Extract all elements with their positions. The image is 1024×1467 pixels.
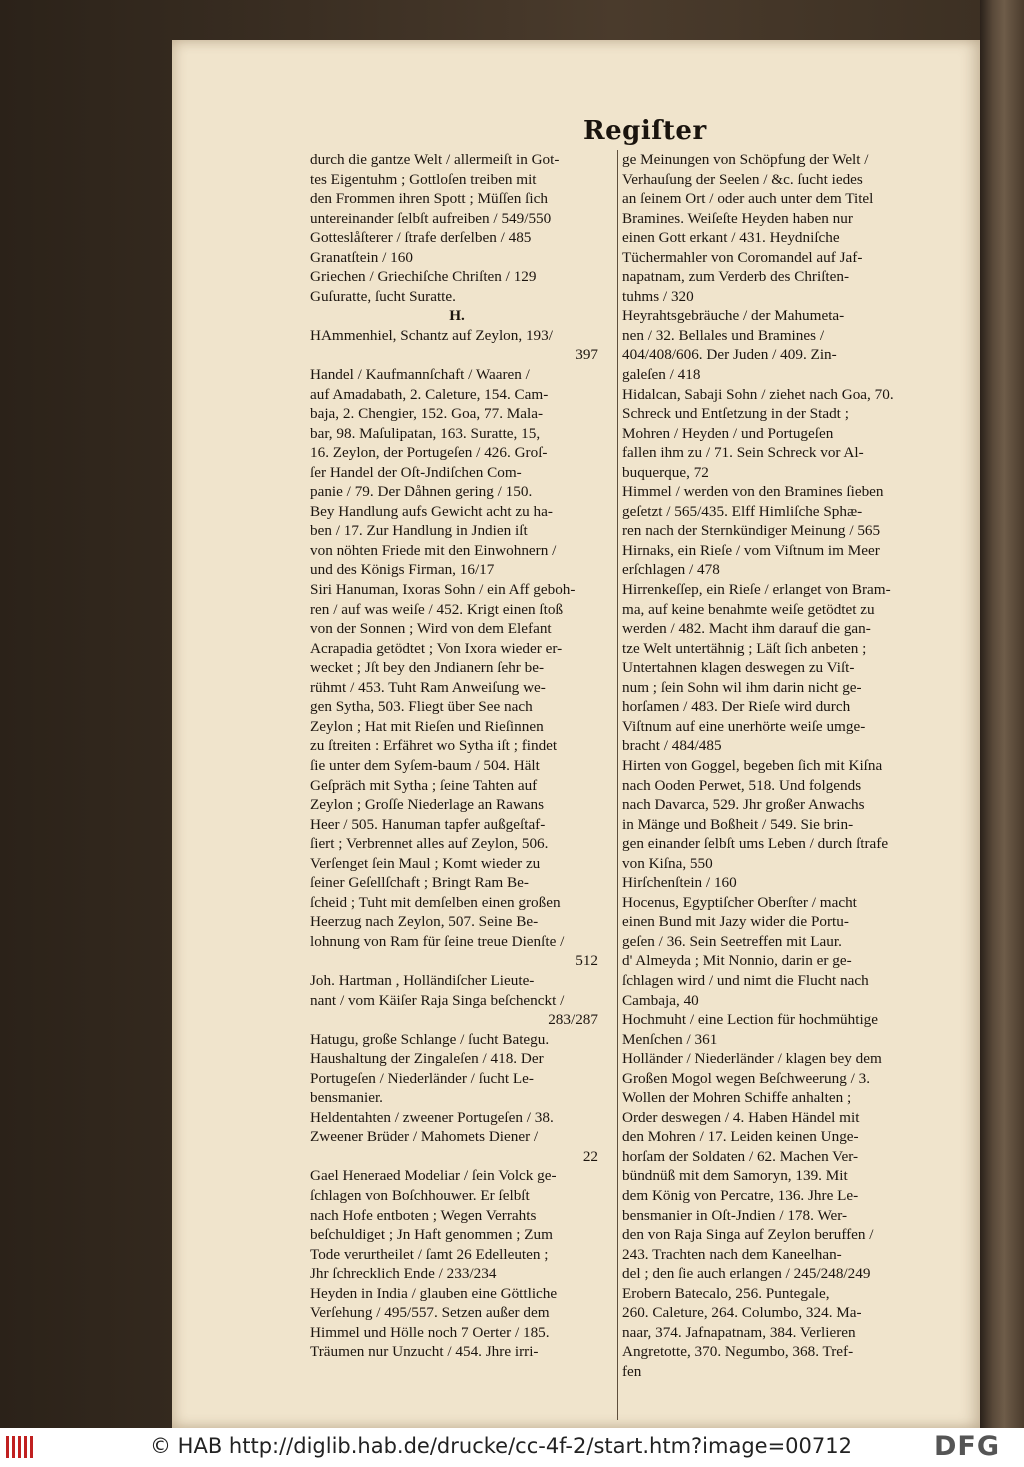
- index-line: geſetzt / 565/435. Elff Himliſche Sphæ-: [622, 502, 863, 520]
- index-line: Erobern Batecalo, 256. Puntegale,: [622, 1284, 830, 1302]
- index-line: 512: [575, 952, 598, 970]
- index-line: ſer Handel der Oſt-Jndiſchen Com-: [310, 463, 522, 481]
- index-line: naar, 374. Jafnapatnam, 384. Verlieren: [622, 1323, 856, 1341]
- index-line: ſie unter dem Syſem-baum / 504. Hält: [310, 756, 540, 774]
- index-line: beſchuldiget ; Jn Haft genommen ; Zum: [310, 1226, 553, 1244]
- index-line: Joh. Hartman , Holländiſcher Lieute-: [310, 971, 535, 989]
- index-line: 404/408/606. Der Juden / 409. Zin-: [622, 346, 837, 364]
- index-line: nach Davarca, 529. Jhr großer Anwachs: [622, 796, 865, 814]
- index-line: zu ſtreiten : Erfähret wo Sytha iſt ; findet: [310, 737, 558, 755]
- index-line: geſen / 36. Sein Seetreffen mit Laur.: [622, 932, 842, 950]
- index-line: Acrapadia getödtet ; Von Ixora wieder er-: [310, 639, 563, 657]
- left-column: [310, 150, 604, 1362]
- index-line: Angretotte, 370. Negumbo, 368. Tref-: [622, 1343, 854, 1361]
- index-line: von Kiſna, 550: [622, 854, 713, 872]
- index-line: Portugeſen / Niederländer / ſucht Le-: [310, 1069, 534, 1087]
- index-line: galeſen / 418: [622, 366, 701, 384]
- column-rule: [617, 150, 618, 1420]
- index-line: werden / 482. Macht ihm darauf die gan-: [622, 620, 871, 638]
- index-line: lohnung von Ram für ſeine treue Dienſte /: [310, 932, 565, 950]
- index-line: ge Meinungen von Schöpfung der Welt /: [622, 151, 869, 168]
- index-line: gen Sytha, 503. Fliegt über See nach: [310, 698, 533, 716]
- running-header: Regiſter: [583, 116, 707, 146]
- index-line: Zweener Brüder / Mahomets Diener /: [310, 1128, 539, 1146]
- index-line: d' Almeyda ; Mit Nonnio, darin er ge-: [622, 952, 852, 970]
- index-line: Himmel / werden von den Bramines ſieben: [622, 483, 884, 501]
- index-line: Bramines. Weiſeſte Heyden haben nur: [622, 209, 853, 227]
- index-line: ren / auf was weiſe / 452. Krigt einen ſtoß: [310, 600, 564, 618]
- index-line: Heldentahten / zweener Portugeſen / 38.: [310, 1108, 554, 1126]
- index-line: Himmel und Hölle noch 7 Oerter / 185.: [310, 1323, 550, 1341]
- index-line: Großen Mogol wegen Beſchweerung / 3.: [622, 1069, 870, 1087]
- index-line: Hirnaks, ein Rieſe / vom Viſtnum im Meer: [622, 541, 880, 559]
- index-line: und des Königs Firman, 16/17: [310, 561, 495, 579]
- index-line: Hocenus, Egyptiſcher Oberſter / macht: [622, 893, 857, 911]
- index-line: HAmmenhiel, Schantz auf Zeylon, 193/: [310, 326, 553, 344]
- index-line: ſchlagen von Boſchhouwer. Er ſelbſt: [310, 1186, 530, 1204]
- index-line: Tode verurtheilet / ſamt 26 Edelleuten ;: [310, 1245, 549, 1263]
- index-line: Cambaja, 40: [622, 991, 699, 1009]
- index-line: auf Amadabath, 2. Caleture, 154. Cam-: [310, 385, 549, 403]
- index-line: wecket ; Jſt bey den Jndianern ſehr be-: [310, 659, 545, 677]
- index-line: fallen ihm zu / 71. Sein Schreck vor Al-: [622, 444, 864, 462]
- index-line: Order deswegen / 4. Haben Händel mit: [622, 1108, 860, 1126]
- index-line: Heyden in India / glauben eine Göttliche: [310, 1284, 558, 1302]
- index-line: Geſpräch mit Sytha ; ſeine Tahten auf: [310, 776, 538, 794]
- dfg-logo: DFG: [934, 1431, 1001, 1462]
- index-line: ren nach der Sternkündiger Meinung / 565: [622, 522, 881, 540]
- index-line: Heerzug nach Zeylon, 507. Seine Be-: [310, 913, 539, 931]
- index-line: Verſehung / 495/557. Setzen außer dem: [310, 1304, 550, 1322]
- index-line: nach Hofe entboten ; Wegen Verrahts: [310, 1206, 537, 1224]
- index-line: Siri Hanuman, Ixoras Sohn / ein Aff geboh-: [310, 581, 576, 599]
- index-line: ſchlagen wird / und nimt die Flucht nach: [622, 971, 869, 989]
- index-line: einen Bund mit Jazy wider die Portu-: [622, 913, 849, 931]
- hab-logo-icon: [4, 1432, 34, 1462]
- index-line: erſchlagen / 478: [622, 561, 720, 579]
- index-line: Hirſchenſtein / 160: [622, 874, 737, 892]
- index-line: tuhms / 320: [622, 287, 694, 305]
- right-column: [622, 150, 908, 1381]
- index-line: ſcheid ; Tuht mit demſelben einen großen: [310, 893, 561, 911]
- index-line: von nöhten Friede mit den Einwohnern /: [310, 541, 557, 559]
- index-line: den Mohren / 17. Leiden keinen Unge-: [622, 1128, 859, 1146]
- index-line: untereinander ſelbſt aufreiben / 549/550: [310, 209, 552, 227]
- index-line: einen Gott erkant / 431. Heydniſche: [622, 229, 840, 247]
- index-line: panie / 79. Der Dåhnen gering / 150.: [310, 483, 533, 501]
- index-line: tze Welt untertähnig ; Läſt ſich anbeten ;: [622, 639, 867, 657]
- page-edge: [980, 0, 1024, 1428]
- index-line: den Frommen ihren Spott ; Müſſen ſich: [310, 190, 548, 208]
- index-line: Zeylon ; Hat mit Rieſen und Rieſinnen: [310, 717, 544, 735]
- index-line: buquerque, 72: [622, 463, 709, 481]
- index-line: num ; ſein Sohn wil ihm darin nicht ge-: [622, 678, 862, 696]
- index-line: 22: [582, 1147, 598, 1165]
- index-line: fen: [622, 1362, 642, 1380]
- index-line: gen einander ſelbſt ums Leben / durch ſtrafe: [622, 835, 889, 853]
- index-line: Untertahnen klagen deswegen zu Viſt-: [622, 659, 855, 677]
- index-line: Zeylon ; Groſſe Niederlage an Rawans: [310, 796, 545, 814]
- index-line: 283/287: [548, 1011, 598, 1029]
- index-line: tes Eigentuhm ; Gottloſen treiben mit: [310, 170, 537, 188]
- index-line: Gael Heneraed Modeliar / ſein Volck ge-: [310, 1167, 557, 1185]
- index-line: in Mänge und Boßheit / 549. Sie brin-: [622, 815, 854, 833]
- index-line: durch die gantze Welt / allermeiſt in Got-: [310, 151, 560, 168]
- index-line: Hochmuht / eine Lection für hochmühtige: [622, 1011, 879, 1029]
- index-line: 260. Caleture, 264. Columbo, 324. Ma-: [622, 1304, 862, 1322]
- index-line: Granatſtein / 160: [310, 248, 413, 266]
- index-line: napatnam, zum Verderb des Chriſten-: [622, 268, 850, 286]
- index-line: an ſeinem Ort / oder auch unter dem Titel: [622, 190, 874, 208]
- index-line: 397: [575, 346, 598, 364]
- index-line: Mohren / Heyden / und Portugeſen: [622, 424, 834, 442]
- index-line: 16. Zeylon, der Portugeſen / 426. Groſ-: [310, 444, 548, 462]
- index-line: Hidalcan, Sabaji Sohn / ziehet nach Goa, 70.: [622, 385, 894, 403]
- index-line: baja, 2. Chengier, 152. Goa, 77. Mala-: [310, 405, 544, 423]
- index-line: Verhauſung der Seelen / &c. ſucht iedes: [622, 170, 863, 188]
- index-line: rühmt / 453. Tuht Ram Anweiſung we-: [310, 678, 546, 696]
- index-line: Gotteslåſterer / ſtrafe derſelben / 485: [310, 229, 532, 247]
- footer-credit-link[interactable]: © HAB http://diglib.hab.de/drucke/cc-4f-2/start.htm?image=00712: [150, 1434, 852, 1458]
- index-line: ſeiner Geſellſchaft ; Bringt Ram Be-: [310, 874, 529, 892]
- index-line: Handel / Kaufmannſchaft / Waaren /: [310, 366, 530, 384]
- index-line: 243. Trachten nach dem Kaneelhan-: [622, 1245, 842, 1263]
- index-line: Holländer / Niederländer / klagen bey dem: [622, 1050, 882, 1068]
- index-line: H.: [449, 307, 465, 325]
- index-line: Heer / 505. Hanuman tapfer außgeſtaf-: [310, 815, 546, 833]
- index-line: horſam der Soldaten / 62. Machen Ver-: [622, 1147, 859, 1165]
- index-line: bensmanier.: [310, 1089, 383, 1107]
- index-line: von der Sonnen ; Wird von dem Elefant: [310, 620, 552, 638]
- index-line: Schreck und Entſetzung in der Stadt ;: [622, 405, 849, 423]
- index-line: ſiert ; Verbrennet alles auf Zeylon, 506.: [310, 835, 549, 853]
- index-line: Viſtnum auf eine unerhörte weiſe umge-: [622, 717, 866, 735]
- index-line: Hatugu, große Schlange / ſucht Bategu.: [310, 1030, 550, 1048]
- index-line: horſamen / 483. Der Rieſe wird durch: [622, 698, 851, 716]
- index-line: den von Raja Singa auf Zeylon beruffen /: [622, 1226, 874, 1244]
- index-line: Verſenget ſein Maul ; Komt wieder zu: [310, 854, 541, 872]
- index-line: bündnüß mit dem Samoryn, 139. Mit: [622, 1167, 848, 1185]
- index-line: Jhr ſchrecklich Ende / 233/234: [310, 1265, 497, 1283]
- index-line: Hirten von Goggel, begeben ſich mit Kiſna: [622, 756, 883, 774]
- index-line: nach Ooden Perwet, 518. Und folgends: [622, 776, 862, 794]
- index-line: bracht / 484/485: [622, 737, 722, 755]
- index-line: Wollen der Mohren Schiffe anhalten ;: [622, 1089, 852, 1107]
- index-line: Haushaltung der Zingaleſen / 418. Der: [310, 1050, 544, 1068]
- index-line: nant / vom Käiſer Raja Singa beſchenckt /: [310, 991, 565, 1009]
- index-line: ma, auf keine benahmte weiſe getödtet zu: [622, 600, 875, 618]
- index-line: Heyrahtsgebräuche / der Mahumeta-: [622, 307, 845, 325]
- index-line: Bey Handlung aufs Gewicht acht zu ha-: [310, 502, 553, 520]
- index-line: ben / 17. Zur Handlung in Jndien iſt: [310, 522, 528, 540]
- index-line: Griechen / Griechiſche Chriſten / 129: [310, 268, 537, 286]
- index-line: Menſchen / 361: [622, 1030, 718, 1048]
- index-line: Träumen nur Unzucht / 454. Jhre irri-: [310, 1343, 539, 1361]
- index-line: nen / 32. Bellales und Bramines /: [622, 326, 825, 344]
- index-line: Guſuratte, ſucht Suratte.: [310, 287, 456, 305]
- index-line: del ; den ſie auch erlangen / 245/248/249: [622, 1265, 871, 1283]
- index-line: Hirrenkeſſep, ein Rieſe / erlanget von Bram-: [622, 581, 891, 599]
- index-line: bensmanier in Oſt-Jndien / 178. Wer-: [622, 1206, 848, 1224]
- index-line: Tüchermahler von Coromandel auf Jaf-: [622, 248, 863, 266]
- index-line: bar, 98. Maſulipatan, 163. Suratte, 15,: [310, 424, 541, 442]
- index-line: dem König von Percatre, 136. Jhre Le-: [622, 1186, 859, 1204]
